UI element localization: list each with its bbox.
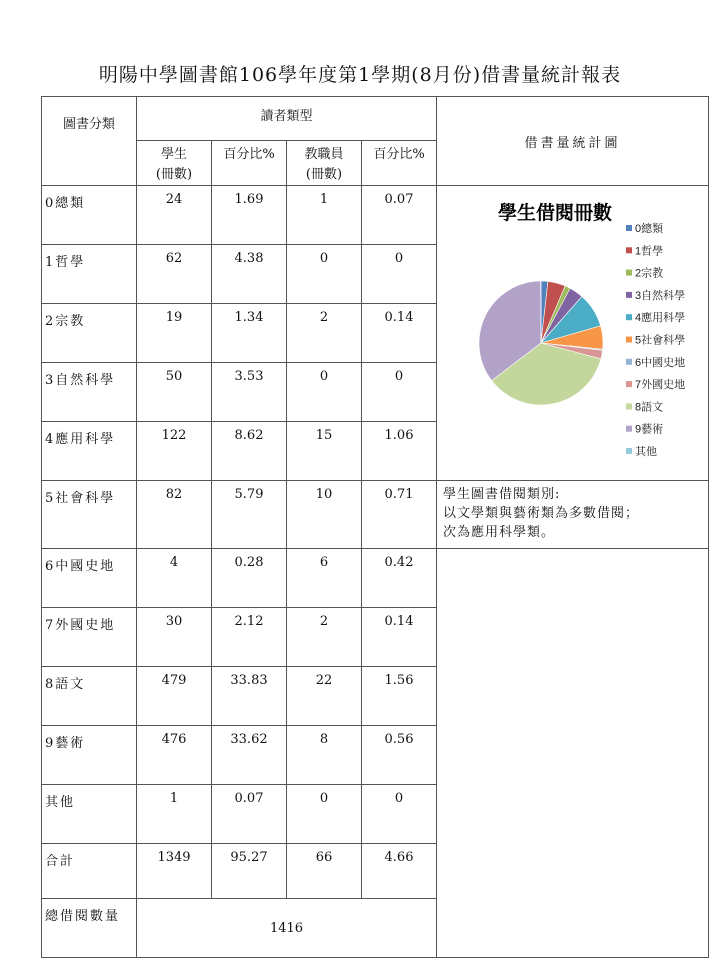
legend-swatch bbox=[626, 381, 632, 387]
row-category: 4應用科學 bbox=[42, 422, 137, 481]
row-staff: 10 bbox=[287, 481, 362, 549]
header-reader-type: 讀者類型 bbox=[137, 97, 437, 141]
header-student-books: 學生 (冊數) bbox=[137, 141, 212, 186]
row-student: 30 bbox=[137, 608, 212, 667]
row-student: 4 bbox=[137, 549, 212, 608]
legend-swatch bbox=[626, 247, 632, 253]
row-staff-pct: 1.06 bbox=[362, 422, 437, 481]
totals-label: 合計 bbox=[42, 844, 137, 899]
legend-label: 2宗教 bbox=[635, 267, 664, 280]
grand-total-value: 1416 bbox=[137, 899, 437, 958]
table-row bbox=[42, 186, 709, 245]
legend-swatch bbox=[626, 292, 632, 298]
row-student-pct: 1.69 bbox=[212, 186, 287, 245]
row-staff: 1 bbox=[287, 186, 362, 245]
analysis-note bbox=[437, 481, 709, 549]
legend-swatch bbox=[626, 314, 632, 320]
row-student-pct: 0.07 bbox=[212, 785, 287, 844]
chart-title: 學生借閱冊數 bbox=[498, 203, 613, 224]
row-student: 82 bbox=[137, 481, 212, 549]
legend-swatch bbox=[626, 225, 632, 231]
header-staff-percent: 百分比% bbox=[362, 141, 437, 186]
row-staff-pct: 1.56 bbox=[362, 667, 437, 726]
row-student-pct: 5.79 bbox=[212, 481, 287, 549]
row-staff-pct: 0.71 bbox=[362, 481, 437, 549]
legend-label: 0總類 bbox=[635, 223, 664, 235]
legend-label: 8語文 bbox=[635, 401, 664, 414]
note-line-1: 學生圖書借閱類別: bbox=[443, 487, 561, 502]
legend-swatch bbox=[626, 448, 632, 454]
row-staff-pct: 0.07 bbox=[362, 186, 437, 245]
row-category: 5社會科學 bbox=[42, 481, 137, 549]
legend-swatch bbox=[626, 337, 632, 343]
row-staff-pct: 0.42 bbox=[362, 549, 437, 608]
row-student-pct: 3.53 bbox=[212, 363, 287, 422]
header-student-percent: 百分比% bbox=[212, 141, 287, 186]
empty-panel bbox=[437, 549, 709, 958]
borrowing-statistics-table bbox=[41, 96, 709, 958]
chart-panel-title: 借書量統計圖 bbox=[437, 97, 709, 186]
row-category: 3自然科學 bbox=[42, 363, 137, 422]
grand-total-label: 總借閱數量 bbox=[42, 899, 137, 958]
header-staff-books: 教職員 (冊數) bbox=[287, 141, 362, 186]
totals-staff-pct: 4.66 bbox=[362, 844, 437, 899]
legend-label: 5社會科學 bbox=[635, 334, 686, 347]
row-student: 476 bbox=[137, 726, 212, 785]
row-staff: 6 bbox=[287, 549, 362, 608]
report-title: 明陽中學圖書館106學年度第1學期(8月份)借書量統計報表 bbox=[98, 64, 622, 86]
row-student: 479 bbox=[137, 667, 212, 726]
legend-label: 1哲學 bbox=[635, 245, 664, 258]
row-student: 62 bbox=[137, 245, 212, 304]
row-student-pct: 8.62 bbox=[212, 422, 287, 481]
row-staff: 8 bbox=[287, 726, 362, 785]
row-category: 6中國史地 bbox=[42, 549, 137, 608]
row-category: 7外國史地 bbox=[42, 608, 137, 667]
row-student-pct: 1.34 bbox=[212, 304, 287, 363]
row-student-pct: 33.83 bbox=[212, 667, 287, 726]
row-student: 19 bbox=[137, 304, 212, 363]
row-category: 9藝術 bbox=[42, 726, 137, 785]
row-staff: 2 bbox=[287, 304, 362, 363]
row-staff-pct: 0.56 bbox=[362, 726, 437, 785]
legend-label: 7外國史地 bbox=[635, 379, 686, 392]
legend-label: 3自然科學 bbox=[635, 289, 686, 302]
note-line-3: 次為應用科學類。 bbox=[443, 525, 556, 540]
row-staff: 2 bbox=[287, 608, 362, 667]
row-staff: 0 bbox=[287, 245, 362, 304]
row-staff-pct: 0 bbox=[362, 363, 437, 422]
totals-staff: 66 bbox=[287, 844, 362, 899]
row-category: 1哲學 bbox=[42, 245, 137, 304]
row-student-pct: 4.38 bbox=[212, 245, 287, 304]
row-staff: 0 bbox=[287, 363, 362, 422]
row-staff-pct: 0 bbox=[362, 245, 437, 304]
row-staff-pct: 0.14 bbox=[362, 304, 437, 363]
legend-swatch bbox=[626, 403, 632, 409]
table-row bbox=[42, 481, 709, 549]
row-staff-pct: 0.14 bbox=[362, 608, 437, 667]
row-student-pct: 0.28 bbox=[212, 549, 287, 608]
row-staff: 15 bbox=[287, 422, 362, 481]
row-staff: 22 bbox=[287, 667, 362, 726]
row-category: 其他 bbox=[42, 785, 137, 844]
legend-label: 9藝術 bbox=[635, 423, 664, 436]
totals-student-pct: 95.27 bbox=[212, 844, 287, 899]
row-category: 2宗教 bbox=[42, 304, 137, 363]
header-category: 圖書分類 bbox=[42, 97, 137, 186]
row-student: 24 bbox=[137, 186, 212, 245]
pie-chart bbox=[437, 186, 709, 478]
legend-swatch bbox=[626, 426, 632, 432]
row-staff: 0 bbox=[287, 785, 362, 844]
row-category: 0總類 bbox=[42, 186, 137, 245]
legend-label: 6中國史地 bbox=[635, 356, 686, 369]
legend-label: 其他 bbox=[635, 446, 658, 458]
row-student-pct: 2.12 bbox=[212, 608, 287, 667]
row-staff-pct: 0 bbox=[362, 785, 437, 844]
totals-student: 1349 bbox=[137, 844, 212, 899]
row-student: 50 bbox=[137, 363, 212, 422]
row-category: 8語文 bbox=[42, 667, 137, 726]
legend-label: 4應用科學 bbox=[635, 312, 686, 325]
note-line-2: 以文學類與藝術類為多數借閱； bbox=[443, 506, 640, 521]
legend-swatch bbox=[626, 270, 632, 276]
row-student: 122 bbox=[137, 422, 212, 481]
table-row bbox=[42, 549, 709, 608]
pie-chart-panel bbox=[437, 186, 709, 481]
row-student: 1 bbox=[137, 785, 212, 844]
legend-swatch bbox=[626, 359, 632, 365]
row-student-pct: 33.62 bbox=[212, 726, 287, 785]
